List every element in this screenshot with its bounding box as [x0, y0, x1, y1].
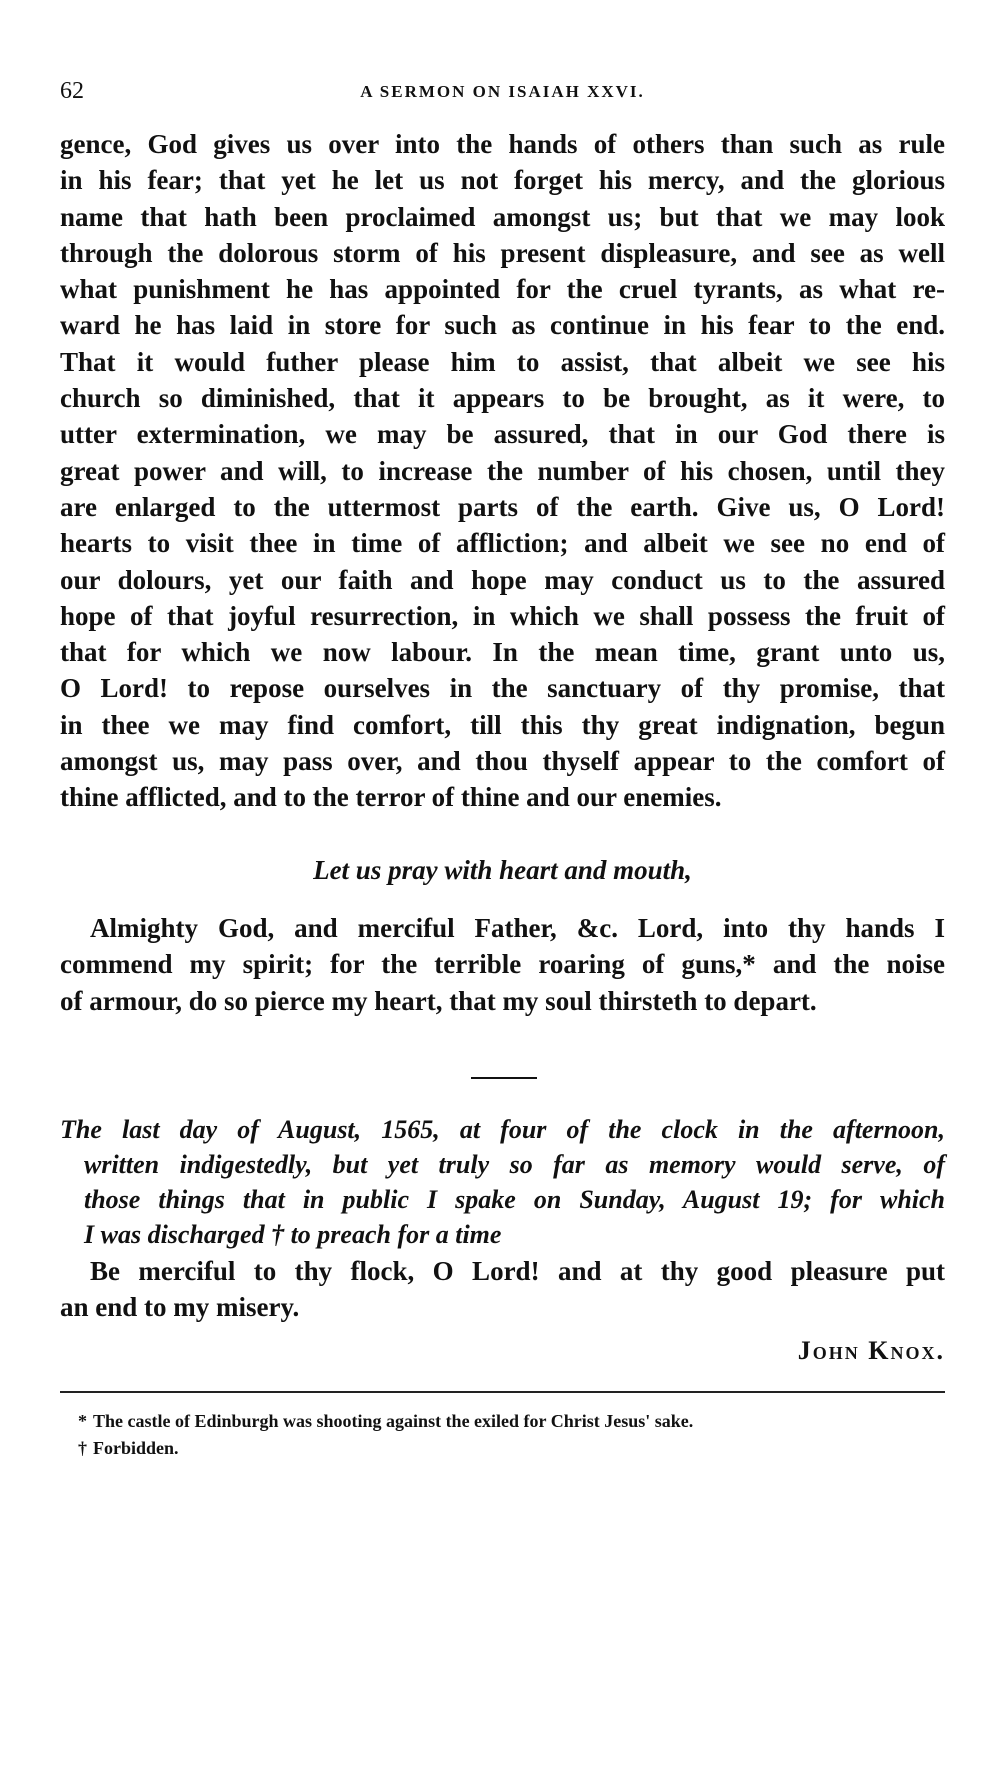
page-number: 62 — [60, 78, 84, 104]
footnote-text: The castle of Edinburgh was shooting against the exiled for Christ Jesus' sake. — [93, 1411, 694, 1431]
running-head — [60, 78, 945, 108]
text-line: Almighty God, and merciful Father, &c. Lord, into thy hands I — [90, 913, 945, 943]
text-line: that for which we now labour. In the mean time, grant unto us, — [60, 637, 945, 668]
text-line: what punishment he has appointed for the cruel tyrants, as what re- — [60, 274, 945, 305]
prayer-heading: Let us pray with heart and mouth, — [313, 855, 692, 885]
footnote-divider — [60, 1391, 945, 1393]
footnote — [60, 1408, 945, 1435]
footnote-text: Forbidden. — [93, 1438, 179, 1458]
text-line: O Lord! to repose ourselves in the sanctuary of thy promise, that — [60, 673, 945, 704]
text-line: those things that in public I spake on Sunday, August 19; for which — [84, 1185, 945, 1214]
text-line: hearts to visit thee in time of affliction; and albeit we see no end of — [60, 528, 945, 559]
prayer-paragraph — [60, 910, 945, 1019]
running-title: A SERMON ON ISAIAH XXVI. — [360, 82, 645, 101]
footnotes — [60, 1408, 945, 1462]
text-line: I was discharged † to preach for a time — [84, 1220, 502, 1249]
text-line: utter extermination, we may be assured, that in our God there is — [60, 419, 945, 450]
text-line: ward he has laid in store for such as continue in his fear to the end. — [60, 310, 945, 341]
text-line: That it would futher please him to assist, that albeit we see his — [60, 346, 945, 377]
footnote — [60, 1435, 945, 1462]
text-line: our dolours, yet our faith and hope may conduct us to the assured — [60, 564, 945, 595]
text-line: of armour, do so pierce my heart, that my soul thirsteth to depart. — [60, 985, 817, 1016]
text-line: in thee we may find comfort, till this thy great indignation, begun — [60, 709, 945, 740]
text-line: great power and will, to increase the number of his chosen, until they — [60, 455, 945, 486]
text-line: The last day of August, 1565, at four of the clock in the afternoon, — [60, 1115, 945, 1144]
section-divider — [471, 1077, 537, 1079]
text-line: in his fear; that yet he let us not forget his mercy, and the glorious — [60, 165, 945, 196]
text-line: through the dolorous storm of his present displeasure, and see as well — [60, 237, 945, 268]
footnote-marker-asterisk: * — [78, 1411, 87, 1431]
text-line: amongst us, may pass over, and thou thyself appear to the comfort of — [60, 746, 945, 777]
text-line: are enlarged to the uttermost parts of the earth. Give us, O Lord! — [60, 491, 945, 522]
text-line: Be merciful to thy flock, O Lord! and at thy good pleasure put — [90, 1256, 945, 1286]
footnote-marker-dagger: † — [78, 1438, 87, 1458]
text-line: hope of that joyful resurrection, in which we shall possess the fruit of — [60, 600, 945, 631]
text-line: an end to my misery. — [60, 1292, 300, 1323]
signature: John Knox. — [797, 1336, 945, 1365]
text-line: commend my spirit; for the terrible roaring of guns,* and the noise — [60, 949, 945, 980]
dated-note — [60, 1112, 945, 1252]
text-line: thine afflicted, and to the terror of thine and our enemies. — [60, 782, 722, 813]
text-line: church so diminished, that it appears to be brought, as it were, to — [60, 383, 945, 414]
sermon-body-paragraph — [60, 126, 945, 816]
text-line: name that hath been proclaimed amongst us; but that we may look — [60, 201, 945, 232]
closing-paragraph — [60, 1253, 945, 1326]
text-line: gence, God gives us over into the hands of others than such as rule — [60, 129, 945, 159]
text-line: written indigestedly, but yet truly so far as memory would serve, of — [84, 1150, 945, 1179]
